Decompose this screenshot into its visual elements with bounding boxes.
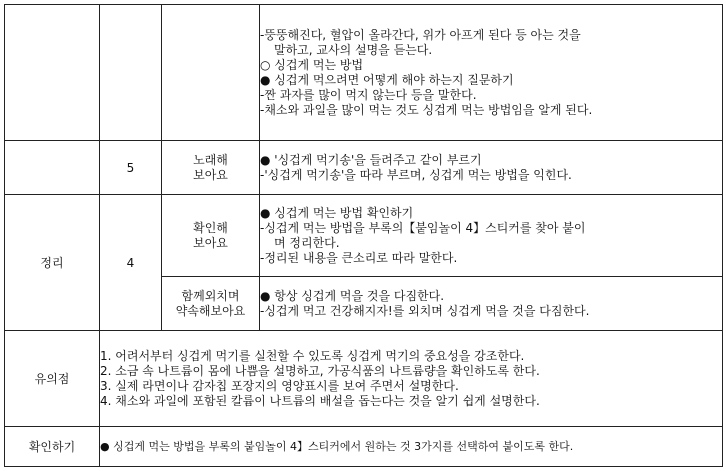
stage-cell-empty: [5, 141, 100, 195]
intro-line-2: 말하고, 교사의 설명을 듣는다.: [274, 42, 433, 57]
minutes-cell-empty: [100, 5, 162, 141]
notes-content: [100, 331, 723, 427]
promise-content: [260, 277, 723, 331]
notes-line-2: 2. 소금 속 나트륨이 몸에 나쁨을 설명하고, 가공식품의 나트륨량을 확인하도록 한다.: [100, 363, 540, 378]
intro-line-3: ○ 싱겁게 먹는 방법: [260, 57, 364, 72]
check-line-4: -정리된 내용을 큰소리로 따라 말한다.: [260, 250, 458, 265]
check-content: [260, 195, 723, 277]
intro-line-5: -짠 과자를 많이 먹지 않는다 등을 말한다.: [260, 87, 477, 102]
lesson-plan-table: [4, 4, 723, 467]
confirm-text: ● 싱겁게 먹는 방법을 부록의 붙임놀이 4】스티커에서 원하는 것 3가지를 선택하여 붙이도록 한다.: [100, 440, 574, 453]
check-line-1: ● 싱겁게 먹는 방법 확인하기: [260, 205, 414, 220]
confirm-label: 확인하기: [5, 427, 100, 467]
promise-line-2: -싱겁게 먹고 건강해지자!를 외치며 싱겁게 먹을 것을 다짐한다.: [260, 303, 590, 318]
intro-content: [260, 5, 723, 141]
song-line-1: ● '싱겁게 먹기송'을 들려주고 같이 부르기: [260, 152, 482, 167]
notes-line-4: 4. 채소와 과일에 포함된 칼륨이 나트륨의 배설을 돕는다는 것을 알기 쉽게 설명한다.: [100, 393, 540, 408]
promise-activity: [162, 277, 260, 331]
check-line-2: -싱겁게 먹는 방법을 부록의【붙임놀이 4】스티커를 찾아 붙이: [260, 220, 586, 235]
intro-line-4: ● 싱겁게 먹으려면 어떻게 해야 하는지 질문하기: [260, 72, 514, 87]
song-line-2: -'싱겁게 먹기송'을 따라 부르며, 싱겁게 먹는 방법을 익힌다.: [260, 167, 572, 182]
activity-cell-empty: [162, 5, 260, 141]
wrapup-check-row: [5, 195, 723, 277]
song-activity-line-2: 보아요: [193, 167, 228, 182]
promise-activity-line-2: 약속해보아요: [175, 303, 246, 318]
song-activity-line-1: 노래해: [193, 152, 228, 167]
check-activity-line-2: 보아요: [193, 235, 228, 250]
check-line-3: 며 정리한다.: [274, 235, 340, 250]
promise-activity-line-1: 함께외치며: [181, 288, 240, 303]
confirm-content: [100, 427, 723, 467]
intro-line-6: -채소와 과일을 많이 먹는 것도 싱겁게 먹는 방법임을 알게 된다.: [260, 102, 593, 117]
song-minutes: 5: [100, 141, 162, 195]
stage-cell-empty: [5, 5, 100, 141]
song-row: [5, 141, 723, 195]
notes-row: [5, 331, 723, 427]
confirm-row: [5, 427, 723, 467]
notes-line-1: 1. 어려서부터 싱겁게 먹기를 실천할 수 있도록 싱겁게 먹기의 중요성을 강조한다.: [100, 348, 525, 363]
promise-line-1: ● 항상 싱겁게 먹을 것을 다짐한다.: [260, 288, 445, 303]
notes-label: 유의점: [5, 331, 100, 427]
intro-line-1: -뚱뚱해진다, 혈압이 올라간다, 위가 아프게 된다 등 아는 것을: [260, 27, 581, 42]
check-activity: [162, 195, 260, 277]
song-content: [260, 141, 723, 195]
song-activity: [162, 141, 260, 195]
wrapup-stage: 정리: [5, 195, 100, 331]
check-activity-line-1: 확인해: [193, 220, 228, 235]
wrapup-minutes: 4: [100, 195, 162, 331]
notes-line-3: 3. 실제 라면이나 감자칩 포장지의 영양표시를 보여 주면서 설명한다.: [100, 378, 459, 393]
intro-row: [5, 5, 723, 141]
